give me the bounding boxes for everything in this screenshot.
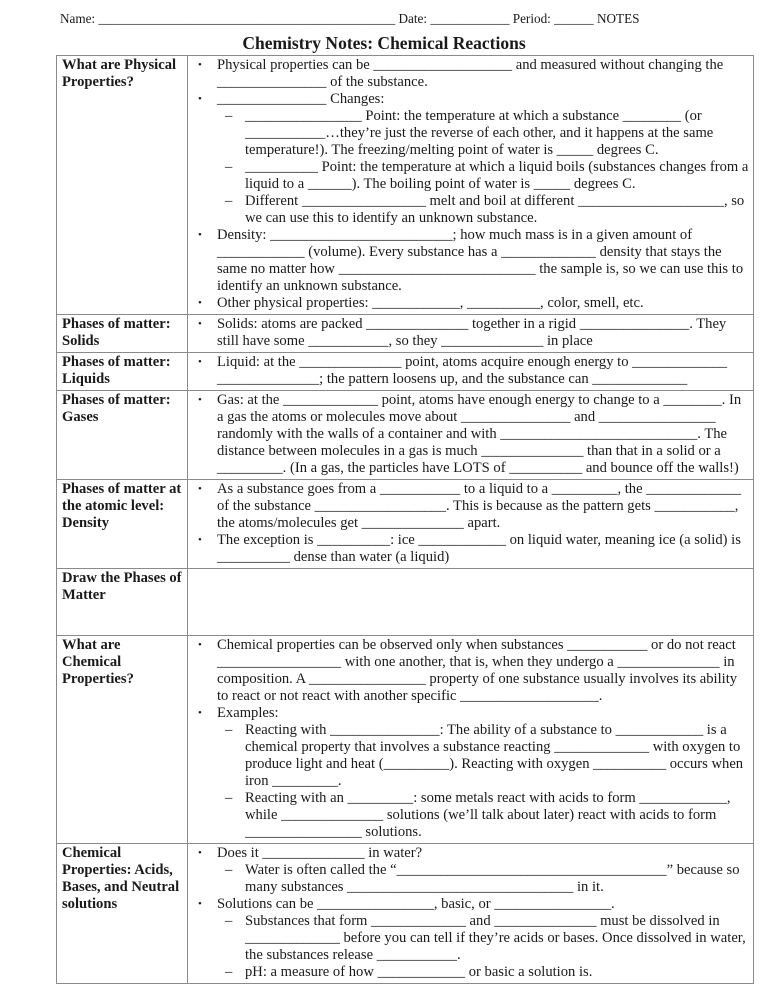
list-item: • Gas: at the _____________ point, atoms have enough energy to change to a ________. In a gas the atoms or molecules move about _______________ and ________________ randomly with the walls of a container and with ___________________________. The distance between molecules in a gas is much ______________ than that in a solid or a _________. (In a gas, the particles have LOTS of __________ and bounce off the walls!)	[193, 392, 749, 477]
list-item	[193, 845, 749, 896]
list-item: • Chemical properties can be observed only when substances ___________ or do not react _________________ with one another, that is, when they undergo a ______________ in composition. A ________________ property of one substance usually involves its ability to react or not react with another specific ___________________.	[193, 637, 749, 705]
sub-list-item: – pH: a measure of how ____________ or basic a solution is.	[217, 964, 749, 981]
row-content	[188, 315, 754, 353]
table-row-gases	[57, 391, 754, 480]
sub-list-item: – Water is often called the “_____________________________________” because so many substances _______________________________ in it.	[217, 862, 749, 896]
row-label: Phases of matter: Liquids	[57, 353, 188, 391]
sub-list-item: – Reacting with _______________: The ability of a substance to ____________ is a chemical property that involves a substance reacting _____________ with oxygen to produce light and heat (_________). Reacting with oxygen __________ occurs when iron _________.	[217, 722, 749, 790]
list-item: • As a substance goes from a ___________ to a liquid to a _________, the _____________ of the substance __________________. This is because as the pattern gets ___________, the atoms/molecules get ______________ apart.	[193, 481, 749, 532]
sub-list-item: – Reacting with an _________: some metals react with acids to form ____________, while ______________ solutions (we’ll talk about later) react with acids to form ________________ solutions.	[217, 790, 749, 841]
row-label: What are Physical Properties?	[57, 56, 188, 315]
row-label: Phases of matter: Solids	[57, 315, 188, 353]
list-item	[193, 91, 749, 227]
list-item-text: _______________ Changes:	[217, 91, 385, 107]
sub-list-item: – Different _________________ melt and boil at different ____________________, so we can use this to identify an unknown substance.	[217, 193, 749, 227]
row-content	[188, 844, 754, 984]
row-label: Phases of matter at the atomic level: Density	[57, 480, 188, 569]
table-row-physical-properties	[57, 56, 754, 315]
row-content	[188, 636, 754, 844]
row-content	[188, 56, 754, 315]
table-row-acids-bases	[57, 844, 754, 984]
sub-list-item: – ________________ Point: the temperature at which a substance ________ (or ___________…they’re just the reverse of each other, and it happens at the same temperature!). The freezing/melting point of water is _____ degrees C.	[217, 108, 749, 159]
sub-list-item: – Substances that form _____________ and ______________ must be dissolved in _____________ before you can tell if they’re acids or bases. Once dissolved in water, the substances release ___________.	[217, 913, 749, 964]
row-content	[188, 353, 754, 391]
list-item: • The exception is __________: ice ____________ on liquid water, meaning ice (a solid) is __________ dense than water (a liquid)	[193, 532, 749, 566]
list-item-text: Examples:	[217, 705, 279, 721]
table-row-chemical-properties	[57, 636, 754, 844]
row-label: What are Chemical Properties?	[57, 636, 188, 844]
student-info-line: Name: _____________________________________________ Date: ____________ Period: ______ NOTES	[60, 11, 640, 26]
table-row-draw-phases	[57, 569, 754, 636]
list-item: • Density: _________________________; how much mass is in a given amount of ____________ (volume). Every substance has a _____________ density that stays the same no matter how ___________________________ the sample is, so we can use this to identify an unknown substance.	[193, 227, 749, 295]
notes-table	[56, 55, 754, 984]
table-row-liquids	[57, 353, 754, 391]
table-row-atomic-density	[57, 480, 754, 569]
list-item-text: Does it ______________ in water?	[217, 845, 423, 861]
list-item: • Physical properties can be ___________________ and measured without changing the _______________ of the substance.	[193, 57, 749, 91]
list-item-text: Solutions can be ________________, basic, or ________________.	[217, 896, 615, 912]
list-item	[193, 896, 749, 981]
row-label: Chemical Properties: Acids, Bases, and Neutral solutions	[57, 844, 188, 984]
row-label: Phases of matter: Gases	[57, 391, 188, 480]
row-content	[188, 391, 754, 480]
list-item: • Solids: atoms are packed ______________ together in a rigid _______________. They still have some ___________, so they ______________ in place	[193, 316, 749, 350]
row-content	[188, 480, 754, 569]
drawing-area[interactable]	[188, 569, 754, 636]
sub-list-item: – __________ Point: the temperature at which a liquid boils (substances changes from a liquid to a ______). The boiling point of water is _____ degrees C.	[217, 159, 749, 193]
page-title: Chemistry Notes: Chemical Reactions	[242, 33, 526, 53]
table-row-solids	[57, 315, 754, 353]
row-label: Draw the Phases of Matter	[57, 569, 188, 636]
list-item: • Liquid: at the ______________ point, atoms acquire enough energy to _____________ ______________; the pattern loosens up, and the substance can _____________	[193, 354, 749, 388]
list-item: • Other physical properties: ____________, __________, color, smell, etc.	[193, 295, 749, 312]
list-item	[193, 705, 749, 841]
